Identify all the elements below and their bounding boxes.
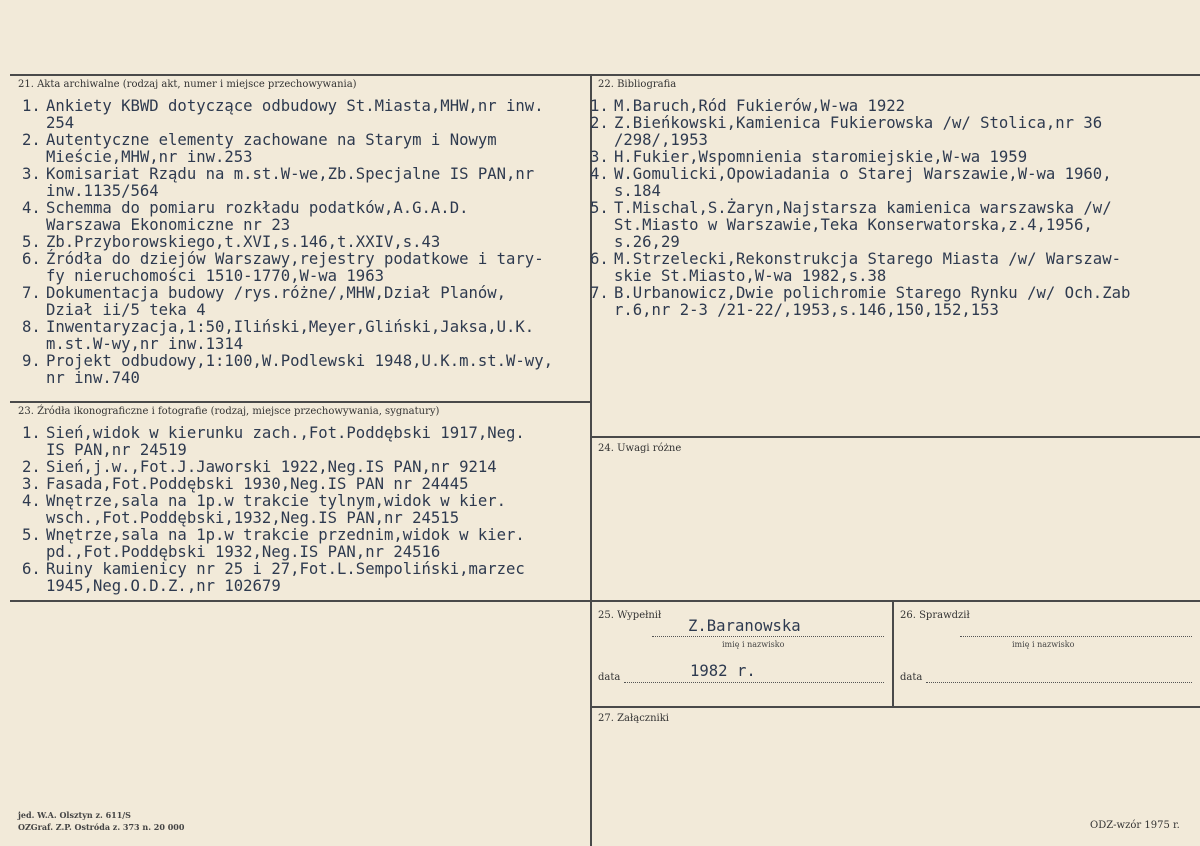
list-item	[22, 353, 553, 387]
item-number: 5.	[22, 233, 41, 251]
footer-form-code: ODZ-wzór 1975 r.	[1090, 820, 1180, 831]
item-text: Dokumentacja budowy /rys.różne/,MHW,Dział Planów, Dział ii/5 teka 4	[46, 284, 507, 319]
list-item	[22, 493, 525, 527]
rule-25-26-divider	[892, 600, 894, 707]
item-number: 1.	[22, 424, 41, 442]
section-22-list	[590, 98, 1130, 319]
item-number: 3.	[22, 165, 41, 183]
checked-by-date-label: data	[900, 672, 923, 683]
item-text: Źródła do dziejów Warszawy,rejestry podatkowe i tary- fy nieruchomości 1510-1770,W-wa 1963	[46, 250, 544, 285]
item-number: 6.	[22, 560, 41, 578]
item-text: Ruiny kamienicy nr 25 i 27,Fot.L.Sempoliński,marzec 1945,Neg.O.D.Z.,nr 102679	[46, 560, 525, 595]
item-text: Autentyczne elementy zachowane na Starym i Nowym Mieście,MHW,nr inw.253	[46, 131, 497, 166]
list-item	[22, 476, 525, 493]
item-text: Inwentaryzacja,1:50,Iliński,Meyer,Gliński,Jaksa,U.K. m.st.W-wy,nr inw.1314	[46, 318, 535, 353]
item-number: 4.	[22, 492, 41, 510]
top-rule	[10, 74, 1200, 76]
footer-print-info-1: jed. W.A. Olsztyn z. 611/S	[18, 810, 131, 820]
list-item	[22, 200, 553, 234]
list-item	[22, 234, 553, 251]
item-number: 5.	[590, 199, 609, 217]
rule-25-27	[591, 706, 1200, 708]
item-text: Schemma do pomiaru rozkładu podatków,A.G.A.D. Warszawa Ekonomiczne nr 23	[46, 199, 469, 234]
list-item	[22, 251, 553, 285]
item-number: 4.	[590, 165, 609, 183]
filled-by-date: 1982 r.	[690, 662, 756, 680]
item-number: 2.	[22, 131, 41, 149]
section-21-list	[22, 98, 553, 387]
item-text: Zb.Przyborowskiego,t.XVI,s.146,t.XXIV,s.43	[46, 233, 441, 251]
item-number: 7.	[22, 284, 41, 302]
item-text: T.Mischal,S.Żaryn,Najstarsza kamienica warszawska /w/ St.Miasto w Warszawie,Teka Konserwatorska,z.4,1956, s.26,29	[614, 199, 1112, 251]
section-23-header: 23. Źródła ikonograficzne i fotografie (rodzaj, miejsce przechowywania, sygnatury)	[18, 406, 440, 417]
list-item	[22, 166, 553, 200]
item-number: 3.	[22, 475, 41, 493]
item-text: Wnętrze,sala na 1p.w trakcie tylnym,widok w kier. wsch.,Fot.Poddębski,1932,Neg.IS PAN,nr 24515	[46, 492, 507, 527]
list-item	[590, 251, 1130, 285]
filled-by-name-caption: imię i nazwisko	[722, 640, 785, 649]
rule-21-23	[10, 401, 591, 403]
rule-left-bottom	[10, 600, 591, 602]
item-text: Sień,j.w.,Fot.J.Jaworski 1922,Neg.IS PAN,nr 9214	[46, 458, 497, 476]
item-number: 1.	[22, 97, 41, 115]
checked-by-name-line	[960, 636, 1192, 637]
filled-by-date-label: data	[598, 672, 621, 683]
section-27-header: 27. Załączniki	[598, 713, 669, 724]
item-text: Z.Bieńkowski,Kamienica Fukierowska /w/ Stolica,nr 36 /298/,1953	[614, 114, 1103, 149]
rule-22-24	[591, 436, 1200, 438]
checked-by-name-caption: imię i nazwisko	[1012, 640, 1075, 649]
item-number: 4.	[22, 199, 41, 217]
item-number: 3.	[590, 148, 609, 166]
list-item	[590, 149, 1130, 166]
item-text: Fasada,Fot.Poddębski 1930,Neg.IS PAN nr 24445	[46, 475, 469, 493]
item-number: 7.	[590, 284, 609, 302]
section-26-header: 26. Sprawdził	[900, 610, 970, 621]
item-text: B.Urbanowicz,Dwie polichromie Starego Rynku /w/ Och.Zab r.6,nr 2-3 /21-22/,1953,s.146,150,152,153	[614, 284, 1131, 319]
item-number: 8.	[22, 318, 41, 336]
rule-24-25	[591, 600, 1200, 602]
section-22-header: 22. Bibliografia	[598, 79, 677, 90]
list-item	[590, 98, 1130, 115]
item-number: 6.	[590, 250, 609, 268]
list-item	[22, 527, 525, 561]
item-text: M.Baruch,Ród Fukierów,W-wa 1922	[614, 97, 906, 115]
filled-by-date-line	[624, 682, 884, 683]
list-item	[22, 132, 553, 166]
list-item	[590, 200, 1130, 251]
item-text: Ankiety KBWD dotyczące odbudowy St.Miasta,MHW,nr inw. 254	[46, 97, 544, 132]
footer-print-info-2: OZGraf. Z.P. Ostróda z. 373 n. 20 000	[18, 822, 185, 832]
item-text: Komisariat Rządu na m.st.W-we,Zb.Specjalne IS PAN,nr inw.1135/564	[46, 165, 535, 200]
item-number: 9.	[22, 352, 41, 370]
item-text: M.Strzelecki,Rekonstrukcja Starego Miasta /w/ Warszaw- skie St.Miasto,W-wa 1982,s.38	[614, 250, 1121, 285]
item-text: H.Fukier,Wspomnienia staromiejskie,W-wa 1959	[614, 148, 1028, 166]
section-23-list	[22, 425, 525, 595]
item-number: 1.	[590, 97, 609, 115]
item-number: 6.	[22, 250, 41, 268]
item-number: 5.	[22, 526, 41, 544]
item-number: 2.	[590, 114, 609, 132]
item-text: Wnętrze,sala na 1p.w trakcie przednim,widok w kier. pd.,Fot.Poddębski 1932,Neg.IS PAN,nr 24516	[46, 526, 525, 561]
list-item	[22, 425, 525, 459]
list-item	[22, 459, 525, 476]
section-21-header: 21. Akta archiwalne (rodzaj akt, numer i miejsce przechowywania)	[18, 79, 357, 90]
section-25-header: 25. Wypełnił	[598, 610, 662, 621]
list-item	[22, 319, 553, 353]
checked-by-date-line	[926, 682, 1192, 683]
filled-by-name: Z.Baranowska	[688, 617, 801, 635]
item-text: Projekt odbudowy,1:100,W.Podlewski 1948,U.K.m.st.W-wy, nr inw.740	[46, 352, 553, 387]
list-item	[590, 115, 1130, 149]
list-item	[22, 285, 553, 319]
filled-by-name-line	[652, 636, 884, 637]
list-item	[22, 561, 525, 595]
section-24-header: 24. Uwagi różne	[598, 443, 682, 454]
item-text: W.Gomulicki,Opowiadania o Starej Warszawie,W-wa 1960, s.184	[614, 165, 1112, 200]
item-number: 2.	[22, 458, 41, 476]
list-item	[590, 285, 1130, 319]
list-item	[590, 166, 1130, 200]
list-item	[22, 98, 553, 132]
item-text: Sień,widok w kierunku zach.,Fot.Poddębski 1917,Neg. IS PAN,nr 24519	[46, 424, 525, 459]
